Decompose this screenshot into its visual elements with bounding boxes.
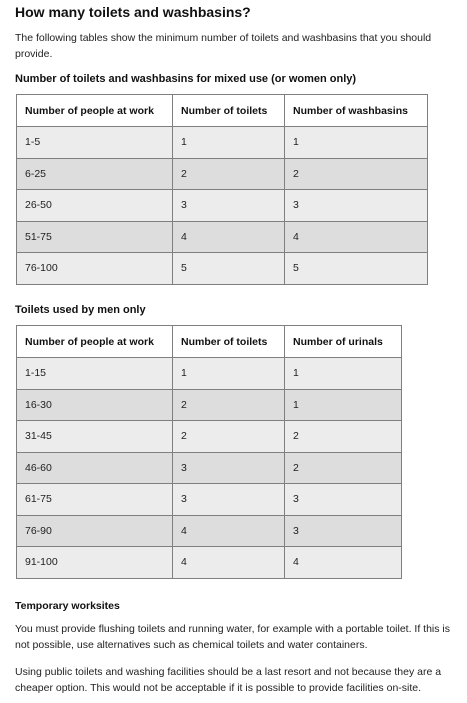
column-header-toilets: Number of toilets xyxy=(173,326,285,358)
column-header-toilets: Number of toilets xyxy=(173,95,285,127)
urinals-cell: 2 xyxy=(285,421,402,453)
people-cell: 76-100 xyxy=(17,253,173,285)
table-row xyxy=(17,158,428,190)
table-row xyxy=(17,515,402,547)
washbasins-cell: 2 xyxy=(285,158,428,190)
table-header-row xyxy=(17,95,428,127)
table-row xyxy=(17,253,428,285)
toilets-cell: 1 xyxy=(173,127,285,159)
washbasins-cell: 1 xyxy=(285,127,428,159)
column-header-washbasins: Number of washbasins xyxy=(285,95,428,127)
toilets-cell: 2 xyxy=(173,389,285,421)
men-table-caption: Toilets used by men only xyxy=(15,304,146,316)
toilets-cell: 1 xyxy=(173,358,285,390)
table-row xyxy=(17,127,428,159)
intro-text: The following tables show the minimum number of toilets and washbasins that you should provide. xyxy=(15,32,432,60)
temporary-paragraph-1: You must provide flushing toilets and running water, for example with a portable toilet. If this is not possible, use alternatives such as chemical toilets and water containers. xyxy=(15,623,451,651)
urinals-cell: 3 xyxy=(285,515,402,547)
toilets-cell: 4 xyxy=(173,547,285,579)
washbasins-cell: 4 xyxy=(285,221,428,253)
column-header-urinals: Number of urinals xyxy=(285,326,402,358)
people-cell: 16-30 xyxy=(17,389,173,421)
page-title: How many toilets and washbasins? xyxy=(15,4,251,20)
urinals-cell: 2 xyxy=(285,452,402,484)
table-row xyxy=(17,389,402,421)
temporary-worksites-heading: Temporary worksites xyxy=(15,600,120,612)
people-cell: 51-75 xyxy=(17,221,173,253)
washbasins-cell: 3 xyxy=(285,190,428,222)
temporary-paragraph-2: Using public toilets and washing facilities should be a last resort and not because they are a cheaper option. This would not be acceptable if it is possible to provide facilities on-site. xyxy=(15,666,442,694)
toilets-cell: 5 xyxy=(173,253,285,285)
people-cell: 61-75 xyxy=(17,484,173,516)
table-row xyxy=(17,190,428,222)
toilets-cell: 2 xyxy=(173,158,285,190)
table-header-row xyxy=(17,326,402,358)
urinals-cell: 1 xyxy=(285,389,402,421)
people-cell: 76-90 xyxy=(17,515,173,547)
table-row xyxy=(17,221,428,253)
people-cell: 1-15 xyxy=(17,358,173,390)
people-cell: 1-5 xyxy=(17,127,173,159)
mixed-use-table xyxy=(16,94,428,285)
toilets-cell: 3 xyxy=(173,190,285,222)
people-cell: 91-100 xyxy=(17,547,173,579)
table-row xyxy=(17,452,402,484)
toilets-cell: 4 xyxy=(173,221,285,253)
people-cell: 26-50 xyxy=(17,190,173,222)
people-cell: 6-25 xyxy=(17,158,173,190)
table-row xyxy=(17,421,402,453)
urinals-cell: 4 xyxy=(285,547,402,579)
washbasins-cell: 5 xyxy=(285,253,428,285)
urinals-cell: 3 xyxy=(285,484,402,516)
men-only-table xyxy=(16,325,402,579)
toilets-cell: 3 xyxy=(173,484,285,516)
urinals-cell: 1 xyxy=(285,358,402,390)
table-row xyxy=(17,547,402,579)
people-cell: 46-60 xyxy=(17,452,173,484)
table-row xyxy=(17,484,402,516)
mixed-table-caption: Number of toilets and washbasins for mixed use (or women only) xyxy=(15,73,357,85)
toilets-cell: 3 xyxy=(173,452,285,484)
people-cell: 31-45 xyxy=(17,421,173,453)
table-row xyxy=(17,358,402,390)
column-header-people: Number of people at work xyxy=(17,95,173,127)
toilets-cell: 2 xyxy=(173,421,285,453)
toilets-cell: 4 xyxy=(173,515,285,547)
column-header-people: Number of people at work xyxy=(17,326,173,358)
